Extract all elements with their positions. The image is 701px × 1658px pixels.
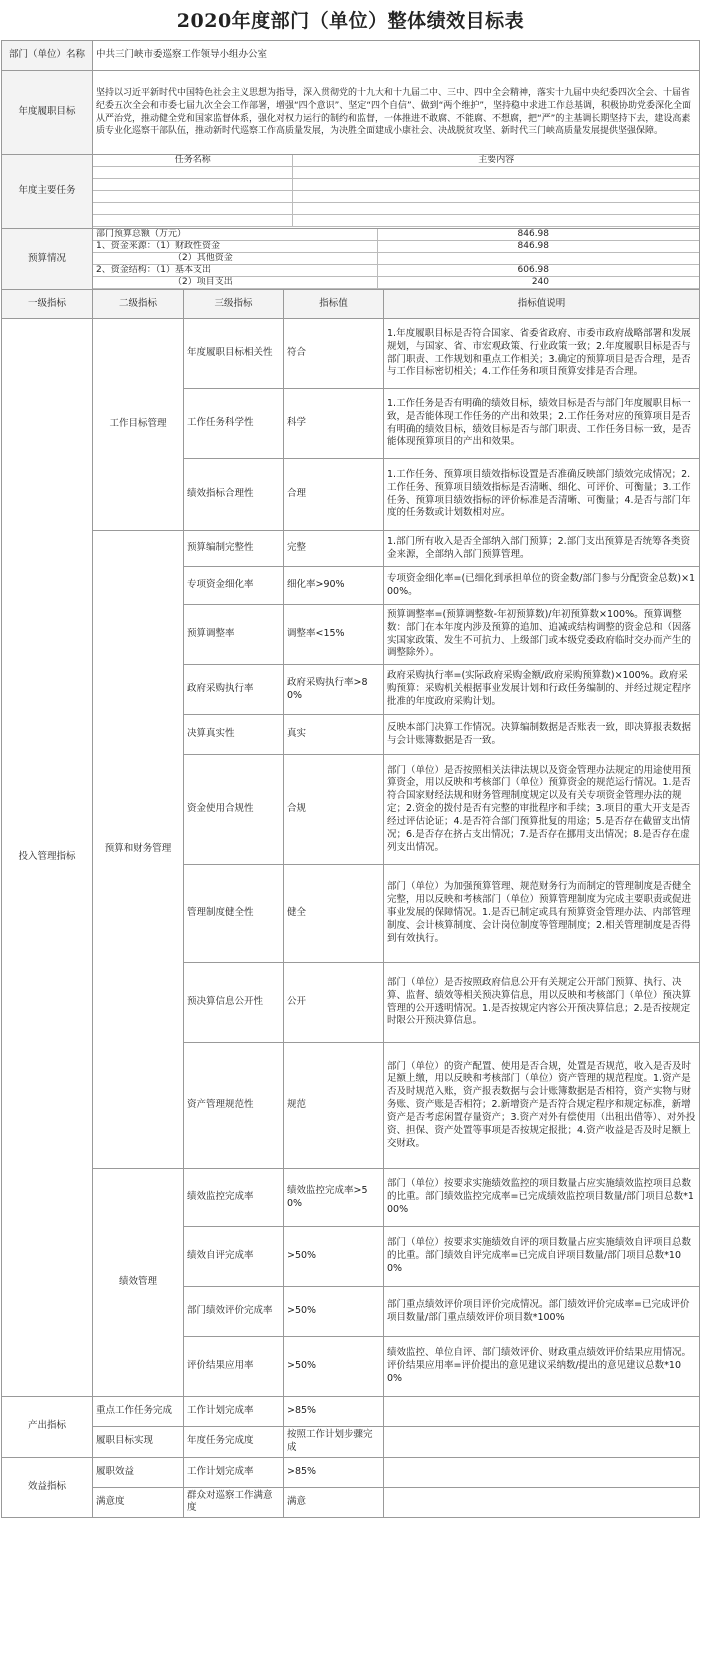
indicator-name: 决算真实性 (184, 715, 284, 755)
indicator-value: >50% (284, 1287, 384, 1337)
indicator-value: 规范 (284, 1043, 384, 1169)
tasks-col-content: 主要内容 (293, 155, 699, 167)
dept-value: 中共三门峡市委巡察工作领导小组办公室 (93, 41, 700, 71)
indicator-value: 符合 (284, 319, 384, 389)
effect-desc (384, 1487, 700, 1518)
indicator-value: 绩效监控完成率>50% (284, 1169, 384, 1227)
indicator-desc: 政府采购执行率=(实际政府采购金额/政府采购预算数)×100%。政府采购预算：采购机关根据事业发展计划和行政任务编制的、并经过规定程序批准的年度政府采购计划。 (384, 665, 700, 715)
budget-row-name: 2、资金结构：（1）基本支出 (93, 265, 378, 277)
effect-value: >85% (284, 1457, 384, 1487)
budget-subtable (93, 229, 699, 289)
indicator-name: 绩效监控完成率 (184, 1169, 284, 1227)
indicator-value: 调整率<15% (284, 605, 384, 665)
indicator-desc: 1.工作任务、预算项目绩效指标设置是否准确反映部门绩效完成情况；2.工作任务、预算项目绩效指标是否清晰、细化、可评价、可衡量；3.工作任务、预算项目绩效指标的评价标准是否清晰、可衡量；4.是否与部门年度的任务数或计划数相对应。 (384, 459, 700, 531)
indicator-desc: 部门（单位）按要求实施绩效自评的项目数量占应实施绩效自评项目总数的比重。部门绩效自评完成率=已完成自评项目数量/部门项目总数*100% (384, 1227, 700, 1287)
indicator-name: 年度履职目标相关性 (184, 319, 284, 389)
effect-l2: 履职效益 (93, 1457, 184, 1487)
effect-value: 满意 (284, 1487, 384, 1518)
tasks-col-name: 任务名称 (93, 155, 293, 167)
indicator-name: 评价结果应用率 (184, 1337, 284, 1397)
indicator-name: 预算编制完整性 (184, 531, 284, 567)
indicator-name: 绩效指标合理性 (184, 459, 284, 531)
output-desc (384, 1427, 700, 1458)
indicator-value: 公开 (284, 963, 384, 1043)
header-level1: 一级指标 (2, 290, 93, 319)
output-l3: 工作计划完成率 (184, 1397, 284, 1427)
page-title: 2020年度部门（单位）整体绩效目标表 (176, 10, 525, 32)
indicator-name: 工作任务科学性 (184, 389, 284, 459)
indicator-name: 绩效自评完成率 (184, 1227, 284, 1287)
indicator-desc: 部门（单位）是否按照政府信息公开有关规定公开部门预算、执行、决算、监督、绩效等相关预决算信息，用以反映和考核部门（单位）预决算管理的公开透明情况。1.是否按规定内容公开预决算信息；2.是否按规定时限公开预决算信息。 (384, 963, 700, 1043)
budget-label: 预算情况 (2, 229, 93, 290)
indicator-value: 合理 (284, 459, 384, 531)
indicator-value: 完整 (284, 531, 384, 567)
indicator-desc: 1.年度履职目标是否符合国家、省委省政府、市委市政府战略部署和发展规划，与国家、省、市宏观政策、行业政策一致；2.年度履职目标是否与部门职责、工作规划和重点工作相关；3.确定的预算项目是否合理，是否与工作目标密切相关；4.工作任务和项目预算安排是否合理。 (384, 319, 700, 389)
indicator-desc: 部门（单位）按要求实施绩效监控的项目数量占应实施绩效监控项目总数的比重。部门绩效监控完成率=已完成绩效监控项目数量/部门项目总数*100% (384, 1169, 700, 1227)
output-label: 产出指标 (2, 1397, 93, 1458)
budget-row-value: 240 (378, 277, 699, 289)
tasks-label: 年度主要任务 (2, 155, 93, 229)
effect-l2: 满意度 (93, 1487, 184, 1518)
indicator-name: 管理制度健全性 (184, 865, 284, 963)
work-label: 工作目标管理 (93, 319, 184, 531)
header-desc: 指标值说明 (384, 290, 700, 319)
header-value: 指标值 (284, 290, 384, 319)
effect-l3: 工作计划完成率 (184, 1457, 284, 1487)
budget-row-name: 部门预算总额（万元） (93, 229, 378, 241)
budget-row-value: 606.98 (378, 265, 699, 277)
header-level2: 二级指标 (93, 290, 184, 319)
output-value: 按照工作计划步骤完成 (284, 1427, 384, 1458)
header-level3: 三级指标 (184, 290, 284, 319)
performance-table (1, 40, 700, 1518)
indicator-name: 预决算信息公开性 (184, 963, 284, 1043)
indicator-value: 细化率>90% (284, 567, 384, 605)
finance-label: 预算和财务管理 (93, 531, 184, 1169)
budget-row-value: 846.98 (378, 229, 699, 241)
output-l2: 履职目标实现 (93, 1427, 184, 1458)
indicator-desc: 专项资金细化率=(已细化到承担单位的资金数/部门参与分配资金总数)×100%。 (384, 567, 700, 605)
indicator-desc: 1.部门所有收入是否全部纳入部门预算；2.部门支出预算是否统筹各类资金来源，全部纳入部门预算管理。 (384, 531, 700, 567)
indicator-value: 真实 (284, 715, 384, 755)
indicator-name: 专项资金细化率 (184, 567, 284, 605)
output-value: >85% (284, 1397, 384, 1427)
output-desc (384, 1397, 700, 1427)
effect-desc (384, 1457, 700, 1487)
indicator-value: >50% (284, 1337, 384, 1397)
indicator-desc: 绩效监控、单位自评、部门绩效评价、财政重点绩效评价结果应用情况。评价结果应用率=评价提出的意见建议采纳数/提出的意见建议总数*100% (384, 1337, 700, 1397)
indicator-desc: 1.工作任务是否有明确的绩效目标，绩效目标是否与部门年度履职目标一致，是否能体现工作任务的产出和效果；2.工作任务对应的预算项目是否有明确的绩效目标，绩效目标是否与部门职责、工作任务目标一致，是否能体现预算项目的产出和效果。 (384, 389, 700, 459)
effect-l3: 群众对巡察工作满意度 (184, 1487, 284, 1518)
indicator-name: 政府采购执行率 (184, 665, 284, 715)
indicator-name: 资产管理规范性 (184, 1043, 284, 1169)
budget-row-name: （2）项目支出 (93, 277, 378, 289)
investment-label: 投入管理指标 (2, 319, 93, 1397)
output-l2: 重点工作任务完成 (93, 1397, 184, 1427)
budget-row-value: 846.98 (378, 241, 699, 253)
indicator-desc: 部门重点绩效评价项目评价完成情况。部门绩效评价完成率=已完成评价项目数量/部门重点绩效评价项目数*100% (384, 1287, 700, 1337)
indicator-name: 预算调整率 (184, 605, 284, 665)
indicator-value: 政府采购执行率>80% (284, 665, 384, 715)
output-l3: 年度任务完成度 (184, 1427, 284, 1458)
indicator-name: 资金使用合规性 (184, 755, 284, 865)
effect-label: 效益指标 (2, 1457, 93, 1518)
budget-row-name: 1、资金来源：（1）财政性资金 (93, 241, 378, 253)
budget-row-value (378, 253, 699, 265)
perf-label: 绩效管理 (93, 1169, 184, 1397)
indicator-desc: 预算调整率=(预算调整数-年初预算数)/年初预算数×100%。预算调整数：部门在本年度内涉及预算的追加、追减或结构调整的资金总和（因落实国家政策、发生不可抗力、上级部门或本级党委政府临时交办而产生的调整除外）。 (384, 605, 700, 665)
duty-label: 年度履职目标 (2, 71, 93, 155)
indicator-value: 科学 (284, 389, 384, 459)
tasks-subtable (93, 155, 699, 227)
indicator-desc: 部门（单位）为加强预算管理、规范财务行为而制定的管理制度是否健全完整，用以反映和考核部门（单位）预算管理制度为完成主要职责或促进事业发展的保障情况。1.是否已制定或具有预算资金管理办法、内部管理制度、会计核算制度、会计岗位制度等管理制度；2.相关管理制度是否得到有效执行。 (384, 865, 700, 963)
indicator-value: 合规 (284, 755, 384, 865)
dept-label: 部门（单位）名称 (2, 41, 93, 71)
indicator-desc: 部门（单位）的资产配置、使用是否合规，处置是否规范，收入是否及时足额上缴，用以反映和考核部门（单位）资产管理的规范程度。1.资产是否及时规范入账，资产报表数据与会计账簿数据是否相符，资产实物与财务账、资产账是否相符；2.新增资产是否符合规定程序和规定标准，新增资产是否考虑闲置存量资产；3.资产对外有偿使用（出租出借等）、对外投资、担保、资产处置等事项是否按规定报批；4.资产收益是否及时足额上交财政。 (384, 1043, 700, 1169)
indicator-value: 健全 (284, 865, 384, 963)
indicator-desc: 部门（单位）是否按照相关法律法规以及资金管理办法规定的用途使用预算资金，用以反映和考核部门（单位）预算资金的规范运行情况。1.是否符合国家财经法规和财务管理制度规定以及有关专项资金管理办法的规定；2.资金的拨付是否有完整的审批程序和手续；3.项目的重大开支是否经过评估论证；4.是否符合部门预算批复的用途；5.是否存在截留支出情况；6.是否存在挤占支出情况；7.是否存在挪用支出情况；8.是否存在虚列支出情况。 (384, 755, 700, 865)
duty-value: 坚持以习近平新时代中国特色社会主义思想为指导，深入贯彻党的十九大和十九届二中、三中、四中全会精神，落实十九届中央纪委四次全会、十届省纪委五次全会和市委七届九次全会工作部署，增强“四个意识”、坚定“四个自信”、做到“两个维护”，坚持稳中求进工作总基调，积极协助党委深化全面从严治党，推动健全党和国家监督体系，强化对权力运行的制约和监督，一体推进不敢腐、不能腐、不想腐，把“严”的主基调长期坚持下去，建设高素质专业化巡察干部队伍，推动新时代巡察工作高质量发展，为决胜全面建成小康社会、决战脱贫攻坚、新时代三门峡高质量发展提供坚强保障。 (93, 71, 700, 155)
indicator-desc: 反映本部门决算工作情况。决算编制数据是否账表一致，即决算报表数据与会计账簿数据是否一致。 (384, 715, 700, 755)
indicator-name: 部门绩效评价完成率 (184, 1287, 284, 1337)
indicator-value: >50% (284, 1227, 384, 1287)
budget-row-name: （2）其他资金 (93, 253, 378, 265)
